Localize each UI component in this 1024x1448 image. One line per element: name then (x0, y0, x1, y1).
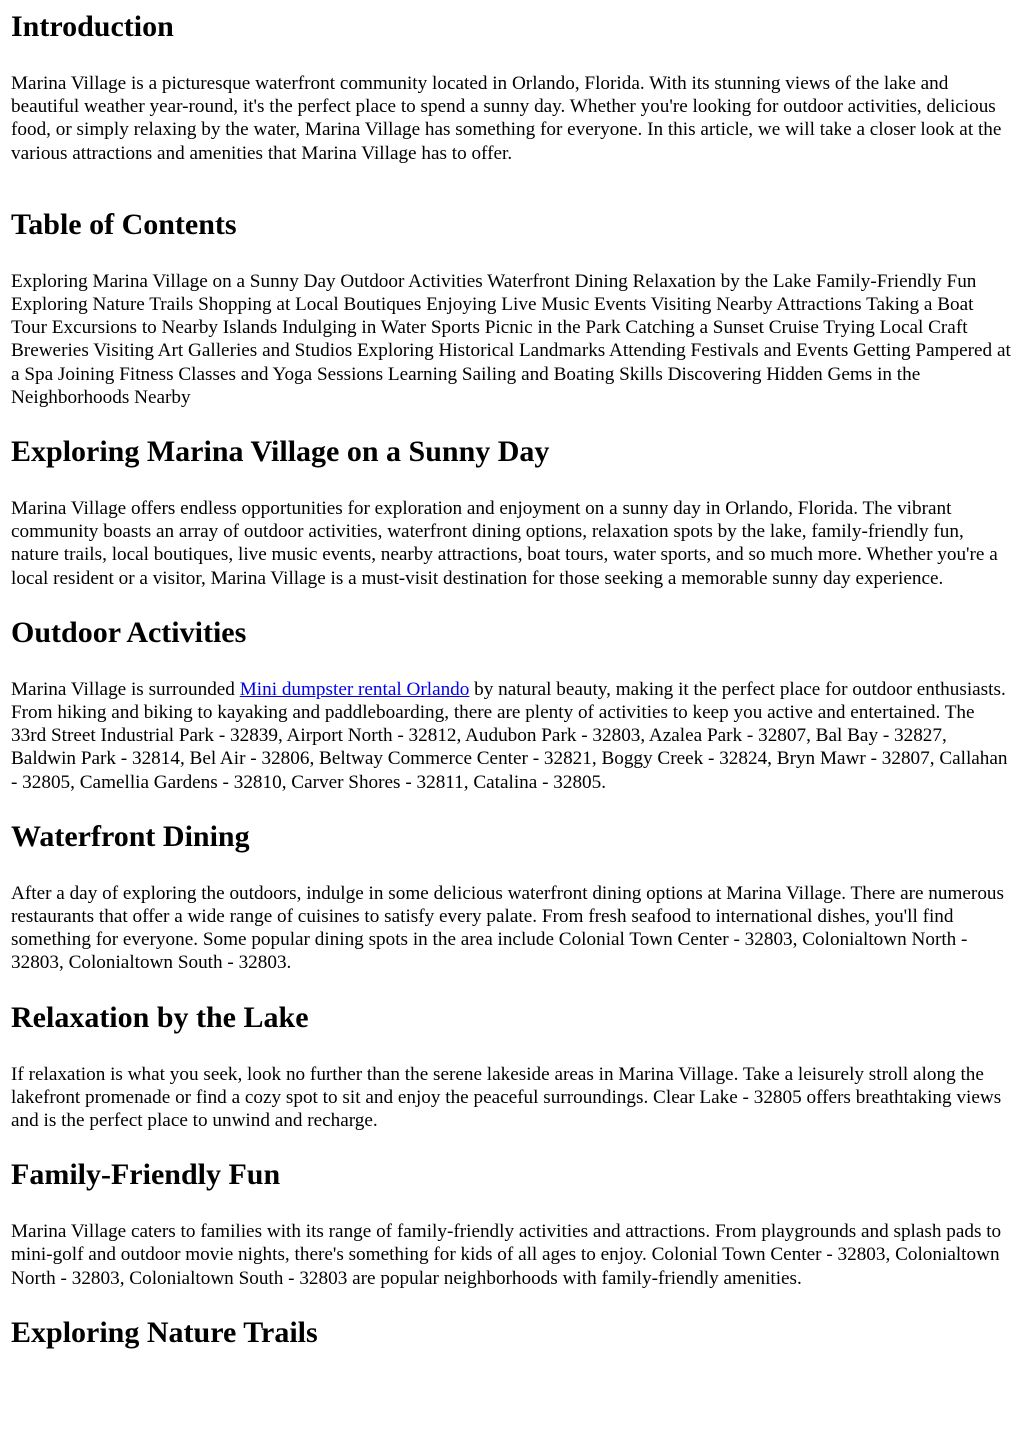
outdoor-text-after-link: by natural beauty, making it the perfect place for outdoor enthusiasts. From hiking and biking to kayaking and paddleboarding, there are plenty of activities to keep you active and entertained. The 33rd Street Industrial Park - 32839, Airport North - 32812, Audubon Park - 32803, Azalea Park - 32807, Bal Bay - 32827, Baldwin Park - 32814, Bel Air - 32806, Beltway Commerce Center - 32821, Boggy Creek - 32824, Bryn Mawr - 32807, Callahan - 32805, Camellia Gardens - 32810, Carver Shores - 32811, Catalina - 32805. (11, 678, 1008, 793)
outdoor-text-before-link: Marina Village is surrounded (11, 678, 240, 700)
heading-exploring-nature-trails: Exploring Nature Trails (11, 1315, 318, 1349)
heading-outdoor-activities: Outdoor Activities (11, 615, 247, 649)
paragraph-waterfront-dining: After a day of exploring the outdoors, indulge in some delicious waterfront dining options at Marina Village. There are numerous restaurants that offer a wide range of cuisines to satisfy every palate. From fresh seafood to international dishes, you'll find something for everyone. Some popular dining spots in the area include Colonial Town Center - 32803, Colonialtown North - 32803, Colonialtown South - 32803. (11, 882, 1004, 974)
paragraph-introduction: Marina Village is a picturesque waterfront community located in Orlando, Florida. With its stunning views of the lake and beautiful weather year-round, it's the perfect place to spend a sunny day. Whether you're looking for outdoor activities, delicious food, or simply relaxing by the water, Marina Village has something for everyone. In this article, we will take a closer look at the various attractions and amenities that Marina Village has to offer. (11, 73, 1002, 164)
heading-introduction: Introduction (11, 10, 174, 43)
mini-dumpster-rental-link[interactable]: Mini dumpster rental Orlando (239, 678, 470, 700)
heading-waterfront-dining: Waterfront Dining (11, 819, 250, 853)
paragraph-table-of-contents: Exploring Marina Village on a Sunny Day Outdoor Activities Waterfront Dining Relaxation by the Lake Family-Friendly Fun Exploring Nature Trails Shopping at Local Boutiques Enjoying Live Music Events Visiting Nearby Attractions Taking a Boat Tour Excursions to Nearby Islands Indulging in Water Sports Picnic in the Park Catching a Sunset Cruise Trying Local Craft Breweries Visiting Art Galleries and Studios Exploring Historical Landmarks Attending Festivals and Events Getting Pampered at a Spa Joining Fitness Classes and Yoga Sessions Learning Sailing and Boating Skills Discovering Hidden Gems in the Neighborhoods Nearby (11, 270, 1011, 408)
heading-relaxation-by-the-lake: Relaxation by the Lake (11, 1000, 309, 1034)
heading-exploring-marina-village: Exploring Marina Village on a Sunny Day (11, 435, 550, 469)
heading-family-friendly-fun: Family-Friendly Fun (11, 1158, 281, 1192)
paragraph-family-friendly-fun: Marina Village caters to families with its range of family-friendly activities and attractions. From playgrounds and splash pads to mini-golf and outdoor movie nights, there's something for kids of all ages to enjoy. Colonial Town Center - 32803, Colonialtown North - 32803, Colonialtown South - 32803 are popular neighborhoods with family-friendly amenities. (11, 1221, 1002, 1289)
paragraph-outdoor-activities (11, 678, 1013, 794)
heading-table-of-contents: Table of Contents (11, 207, 237, 241)
paragraph-exploring-marina-village: Marina Village offers endless opportunities for exploration and enjoyment on a sunny day in Orlando, Florida. The vibrant community boasts an array of outdoor activities, waterfront dining options, relaxation spots by the lake, family-friendly fun, nature trails, local boutiques, live music events, nearby attractions, boat tours, water sports, and so much more. Whether you're a local resident or a visitor, Marina Village is a must-visit destination for those seeking a memorable sunny day experience. (11, 498, 998, 589)
paragraph-relaxation-by-the-lake: If relaxation is what you seek, look no further than the serene lakeside areas in Marina Village. Take a leisurely stroll along the lakefront promenade or find a cozy spot to sit and enjoy the peaceful surroundings. Clear Lake - 32805 offers breathtaking views and is the perfect place to unwind and recharge. (11, 1063, 1002, 1132)
